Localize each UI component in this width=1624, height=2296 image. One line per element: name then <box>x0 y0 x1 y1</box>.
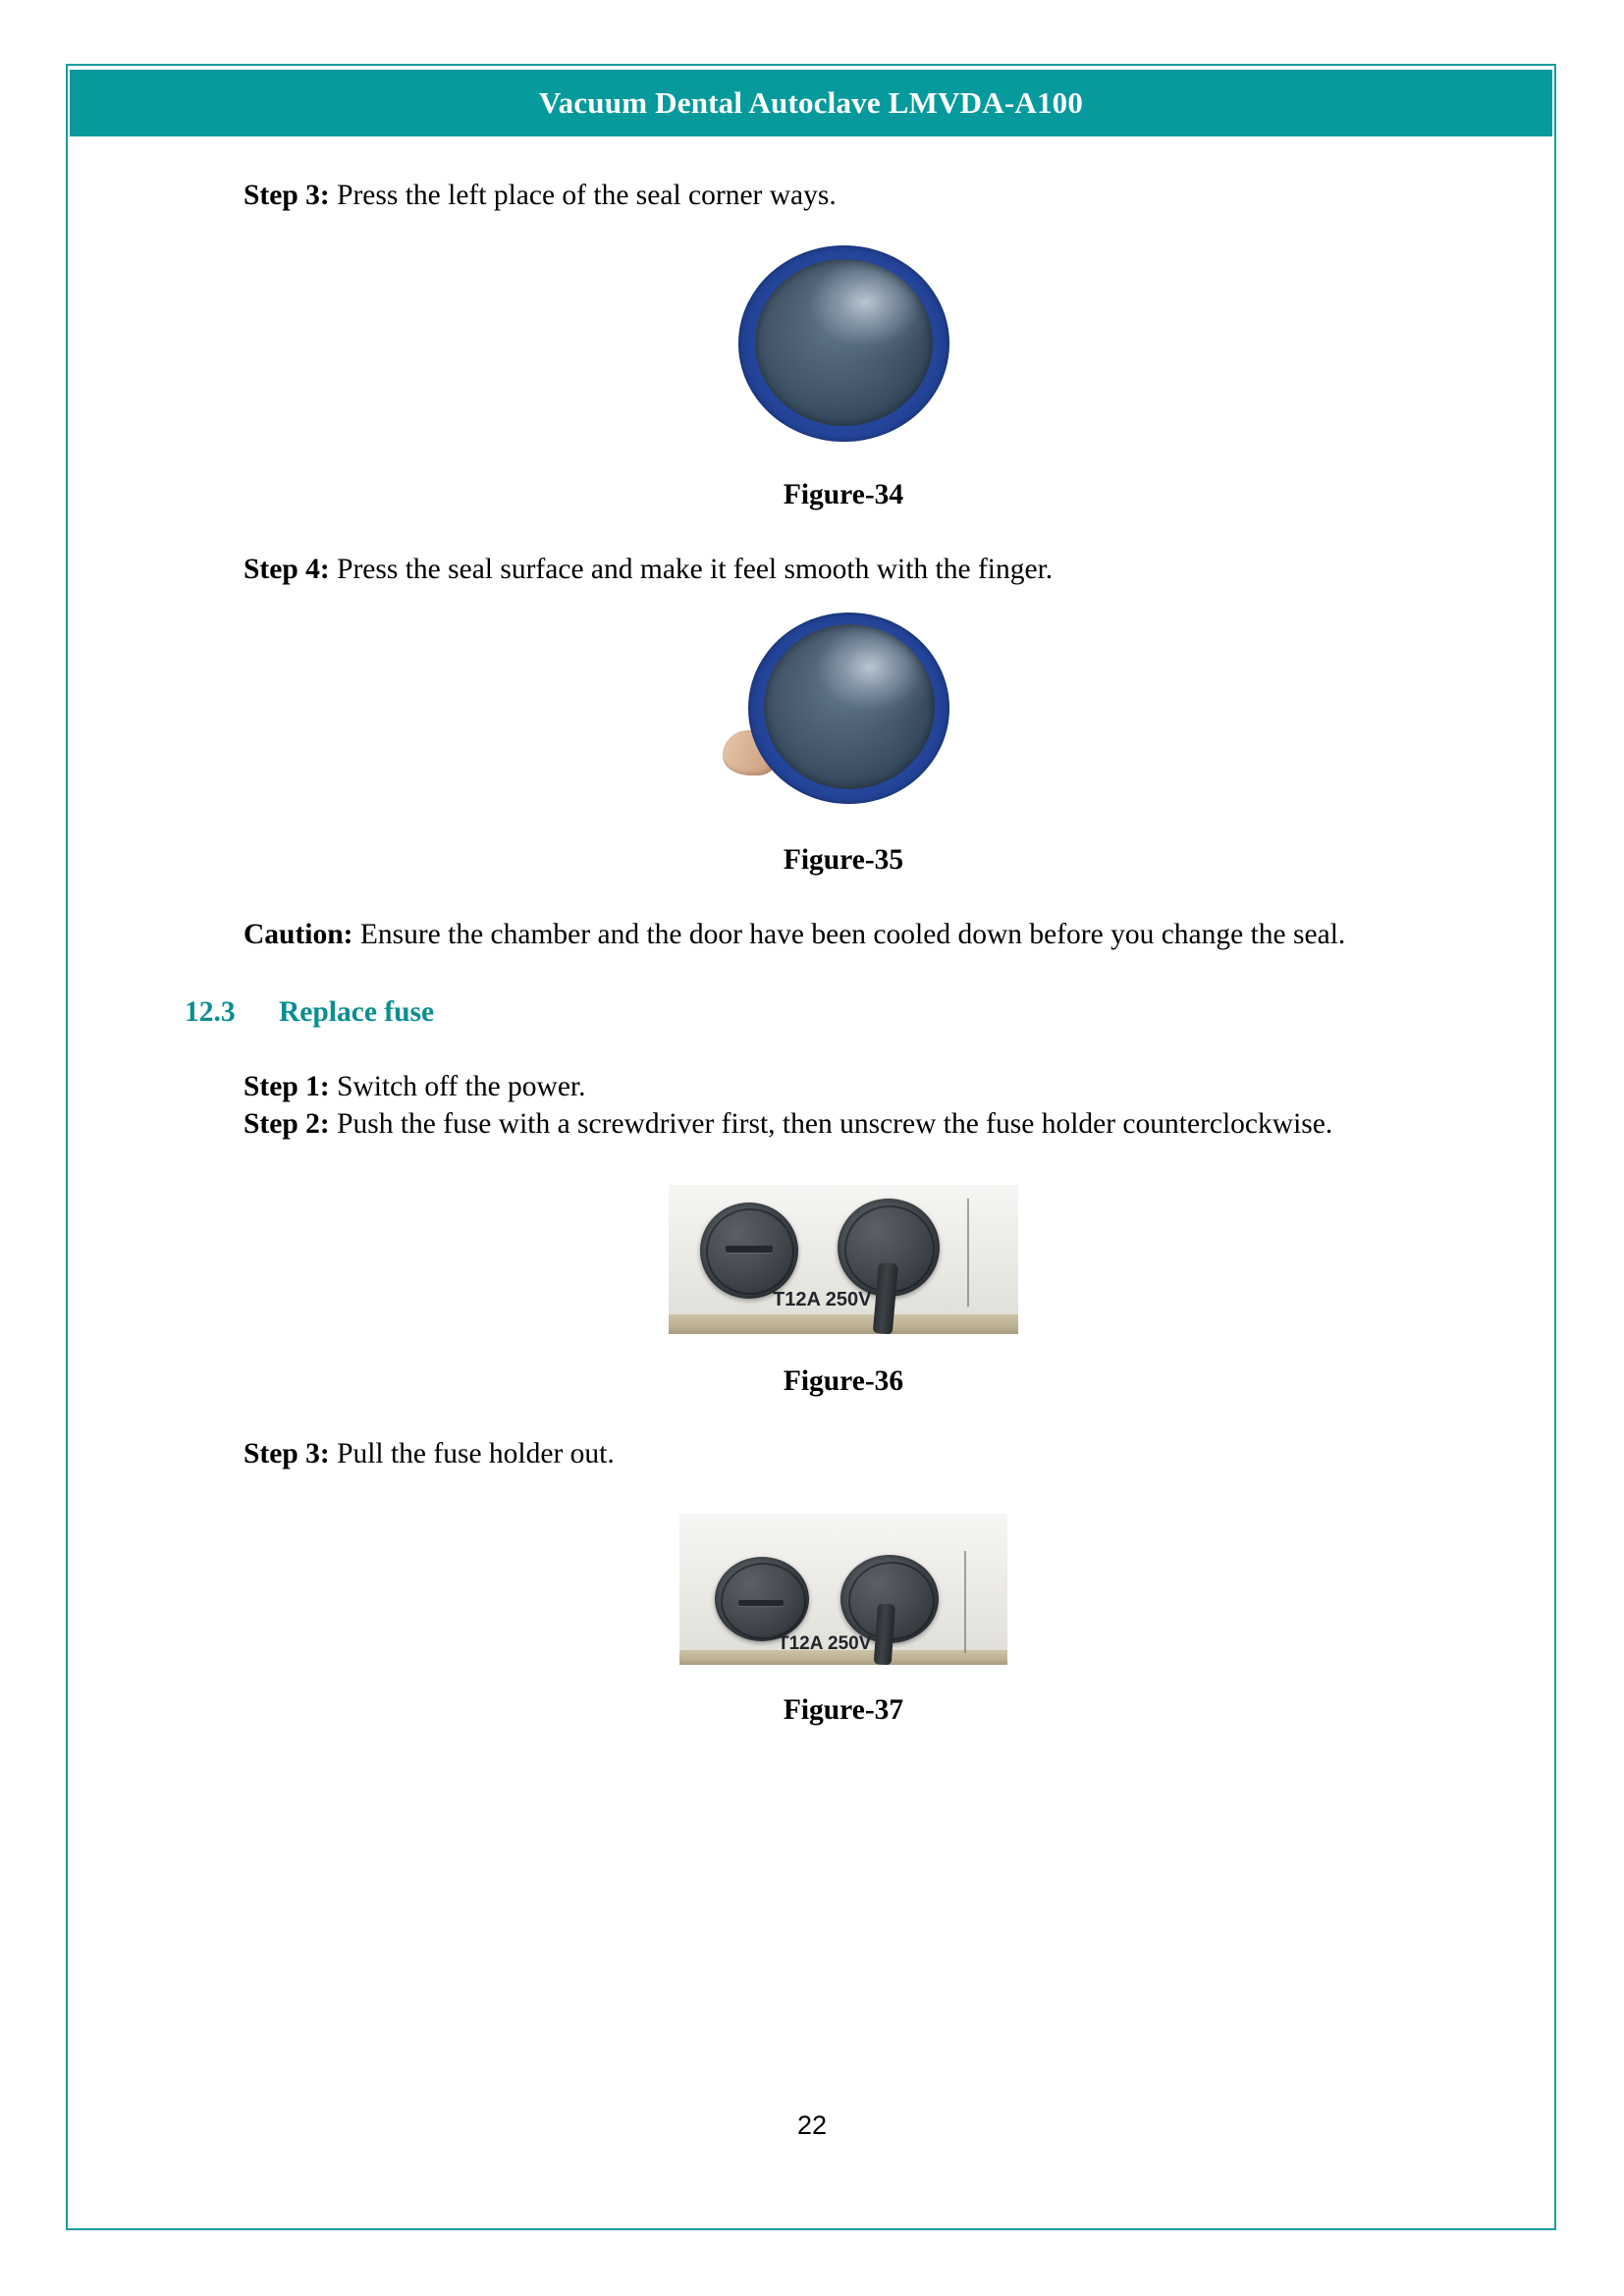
seal-dome <box>755 259 933 426</box>
step1-fuse-text: Switch off the power. <box>329 1071 586 1103</box>
step4-seal-text: Press the seal surface and make it feel smooth with the finger. <box>329 554 1054 586</box>
step1-fuse-lead: Step 1: <box>244 1071 330 1103</box>
figure-35-caption: Figure-35 <box>783 843 904 876</box>
document-header-band <box>70 70 1552 136</box>
figure-36-caption: Figure-36 <box>783 1364 904 1397</box>
page-number: 22 <box>796 2110 828 2140</box>
page-content <box>185 177 1443 1727</box>
panel-bottom-edge <box>669 1314 1018 1334</box>
screwdriver-slot <box>738 1600 784 1606</box>
step4-seal-lead: Step 4: <box>244 554 330 586</box>
paragraph-step1-fuse <box>244 1068 1443 1105</box>
step3-seal-text: Press the left place of the seal corner ways. <box>329 180 837 211</box>
step3-fuse-lead: Step 3: <box>244 1437 330 1469</box>
figure-35-block <box>244 613 1443 877</box>
caution-text: Ensure the chamber and the door have been cooled down before you change the seal. <box>352 918 1346 950</box>
figure-34-image <box>738 245 949 442</box>
document-title: Vacuum Dental Autoclave LMVDA-A100 <box>538 85 1084 120</box>
step3-seal-lead: Step 3: <box>244 180 330 211</box>
fuse-rating-label: T12A 250V <box>773 1288 872 1310</box>
step2-fuse-text: Push the fuse with a screwdriver first, then unscrew the fuse holder counterclockwise. <box>329 1108 1333 1141</box>
paragraph-step4-seal <box>244 551 1443 588</box>
section-heading-12-3 <box>185 996 1443 1029</box>
figure-34-block <box>244 245 1443 511</box>
paragraph-caution <box>244 916 1436 953</box>
step3-fuse-text: Pull the fuse holder out. <box>329 1437 615 1469</box>
paragraph-step3-seal <box>244 177 1443 214</box>
figure-34-caption: Figure-34 <box>783 479 904 511</box>
paragraph-step2-fuse <box>244 1105 1436 1143</box>
figure-37-block <box>244 1514 1443 1727</box>
section-number: 12.3 <box>185 996 236 1029</box>
step2-fuse-lead: Step 2: <box>244 1108 330 1141</box>
figure-37-image <box>679 1514 1007 1665</box>
caution-lead: Caution: <box>244 918 353 950</box>
figure-36-block <box>244 1185 1443 1398</box>
paragraph-step3-fuse <box>244 1435 1443 1472</box>
panel-seam-line <box>964 1551 966 1653</box>
section-title: Replace fuse <box>279 996 435 1029</box>
fuse-rating-label: T12A 250V <box>778 1633 872 1655</box>
figure-37-caption: Figure-37 <box>783 1694 904 1727</box>
figure-35-image <box>738 613 949 809</box>
panel-seam-line <box>967 1199 969 1307</box>
seal-dome <box>764 624 935 789</box>
figure-36-image <box>669 1185 1018 1334</box>
screwdriver-slot <box>726 1246 773 1253</box>
